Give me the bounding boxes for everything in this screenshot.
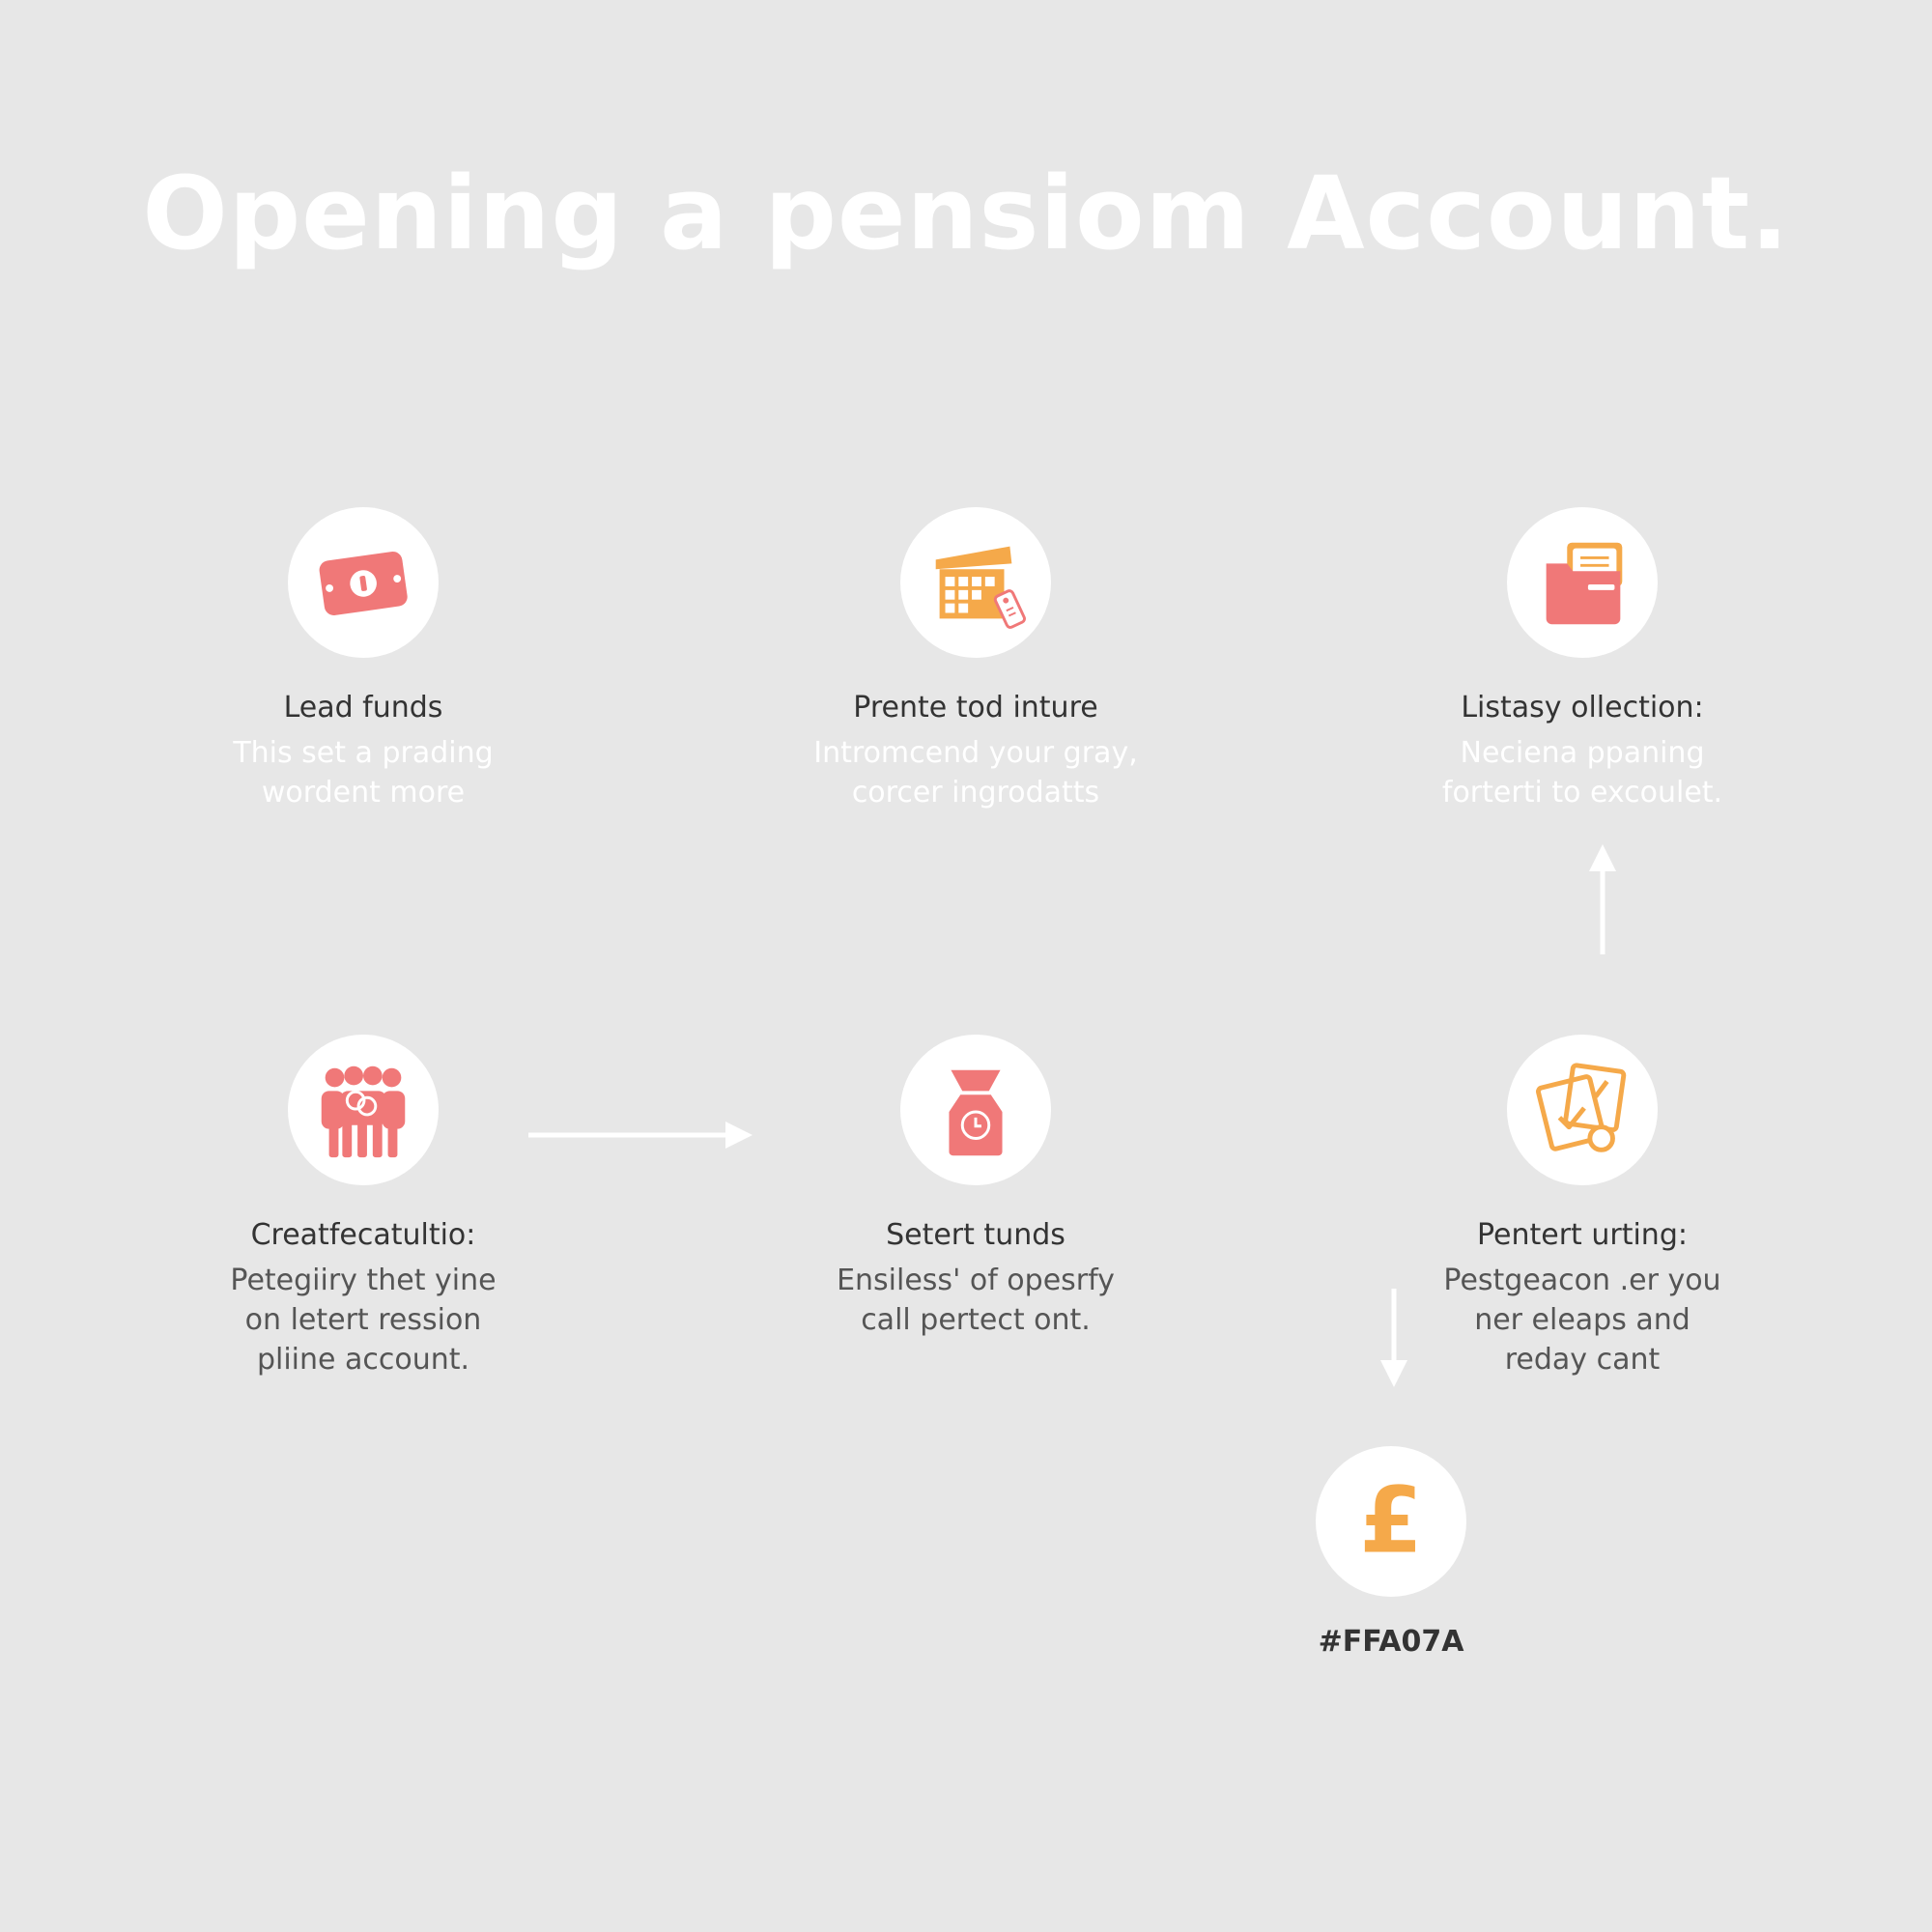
step-icon-circle bbox=[1507, 507, 1658, 658]
building-icon bbox=[919, 526, 1033, 639]
step-creatfecatultio bbox=[160, 1035, 566, 1379]
step-listasy-ollection bbox=[1379, 507, 1785, 812]
svg-text:£: £ bbox=[1359, 1467, 1423, 1575]
wallet-icon bbox=[306, 526, 420, 639]
arrow-up-icon bbox=[1585, 842, 1620, 956]
step-title: Prente tod inture bbox=[853, 691, 1098, 724]
step-icon-circle bbox=[900, 507, 1051, 658]
pound-icon bbox=[1334, 1464, 1448, 1578]
step-icon-circle bbox=[1507, 1035, 1658, 1185]
step-title: Setert tunds bbox=[886, 1218, 1065, 1252]
step-description: Neciena ppaning forterti to excoulet. bbox=[1441, 736, 1723, 810]
money-bag-icon bbox=[919, 1053, 1033, 1167]
page-title: Opening a pensiom Account. bbox=[142, 155, 1790, 272]
step-setert-tunds bbox=[773, 1035, 1179, 1340]
step-icon-circle bbox=[288, 507, 439, 658]
people-icon bbox=[306, 1053, 420, 1167]
end-node bbox=[1188, 1446, 1594, 1597]
step-description: Pestgeacon .er you ner eleaps and reday cant bbox=[1443, 1264, 1721, 1377]
folder-icon bbox=[1525, 526, 1639, 639]
step-title: Creatfecatultio: bbox=[250, 1218, 476, 1252]
step-icon-circle bbox=[1316, 1446, 1466, 1597]
arrow-right-icon bbox=[526, 1118, 758, 1152]
step-description: Petegiiry thet yine on letert ression pliine account. bbox=[230, 1264, 497, 1377]
step-prente-tod-inture bbox=[773, 507, 1179, 812]
step-title: Pentert urting: bbox=[1477, 1218, 1688, 1252]
step-title: Listasy ollection: bbox=[1461, 691, 1704, 724]
arrow-down-icon bbox=[1377, 1287, 1411, 1389]
step-lead-funds bbox=[160, 507, 566, 812]
step-title: Lead funds bbox=[283, 691, 443, 724]
step-icon-circle bbox=[288, 1035, 439, 1185]
color-code-label: #FFA07A bbox=[1318, 1625, 1464, 1659]
step-description: Intromcend your gray, corcer ingrodatts bbox=[813, 736, 1138, 810]
step-description: This set a prading wordent more bbox=[233, 736, 494, 810]
documents-icon bbox=[1525, 1053, 1639, 1167]
step-pentert-urting bbox=[1379, 1035, 1785, 1379]
step-description: Ensiless' of opesrfy call pertect ont. bbox=[837, 1264, 1115, 1337]
step-icon-circle bbox=[900, 1035, 1051, 1185]
